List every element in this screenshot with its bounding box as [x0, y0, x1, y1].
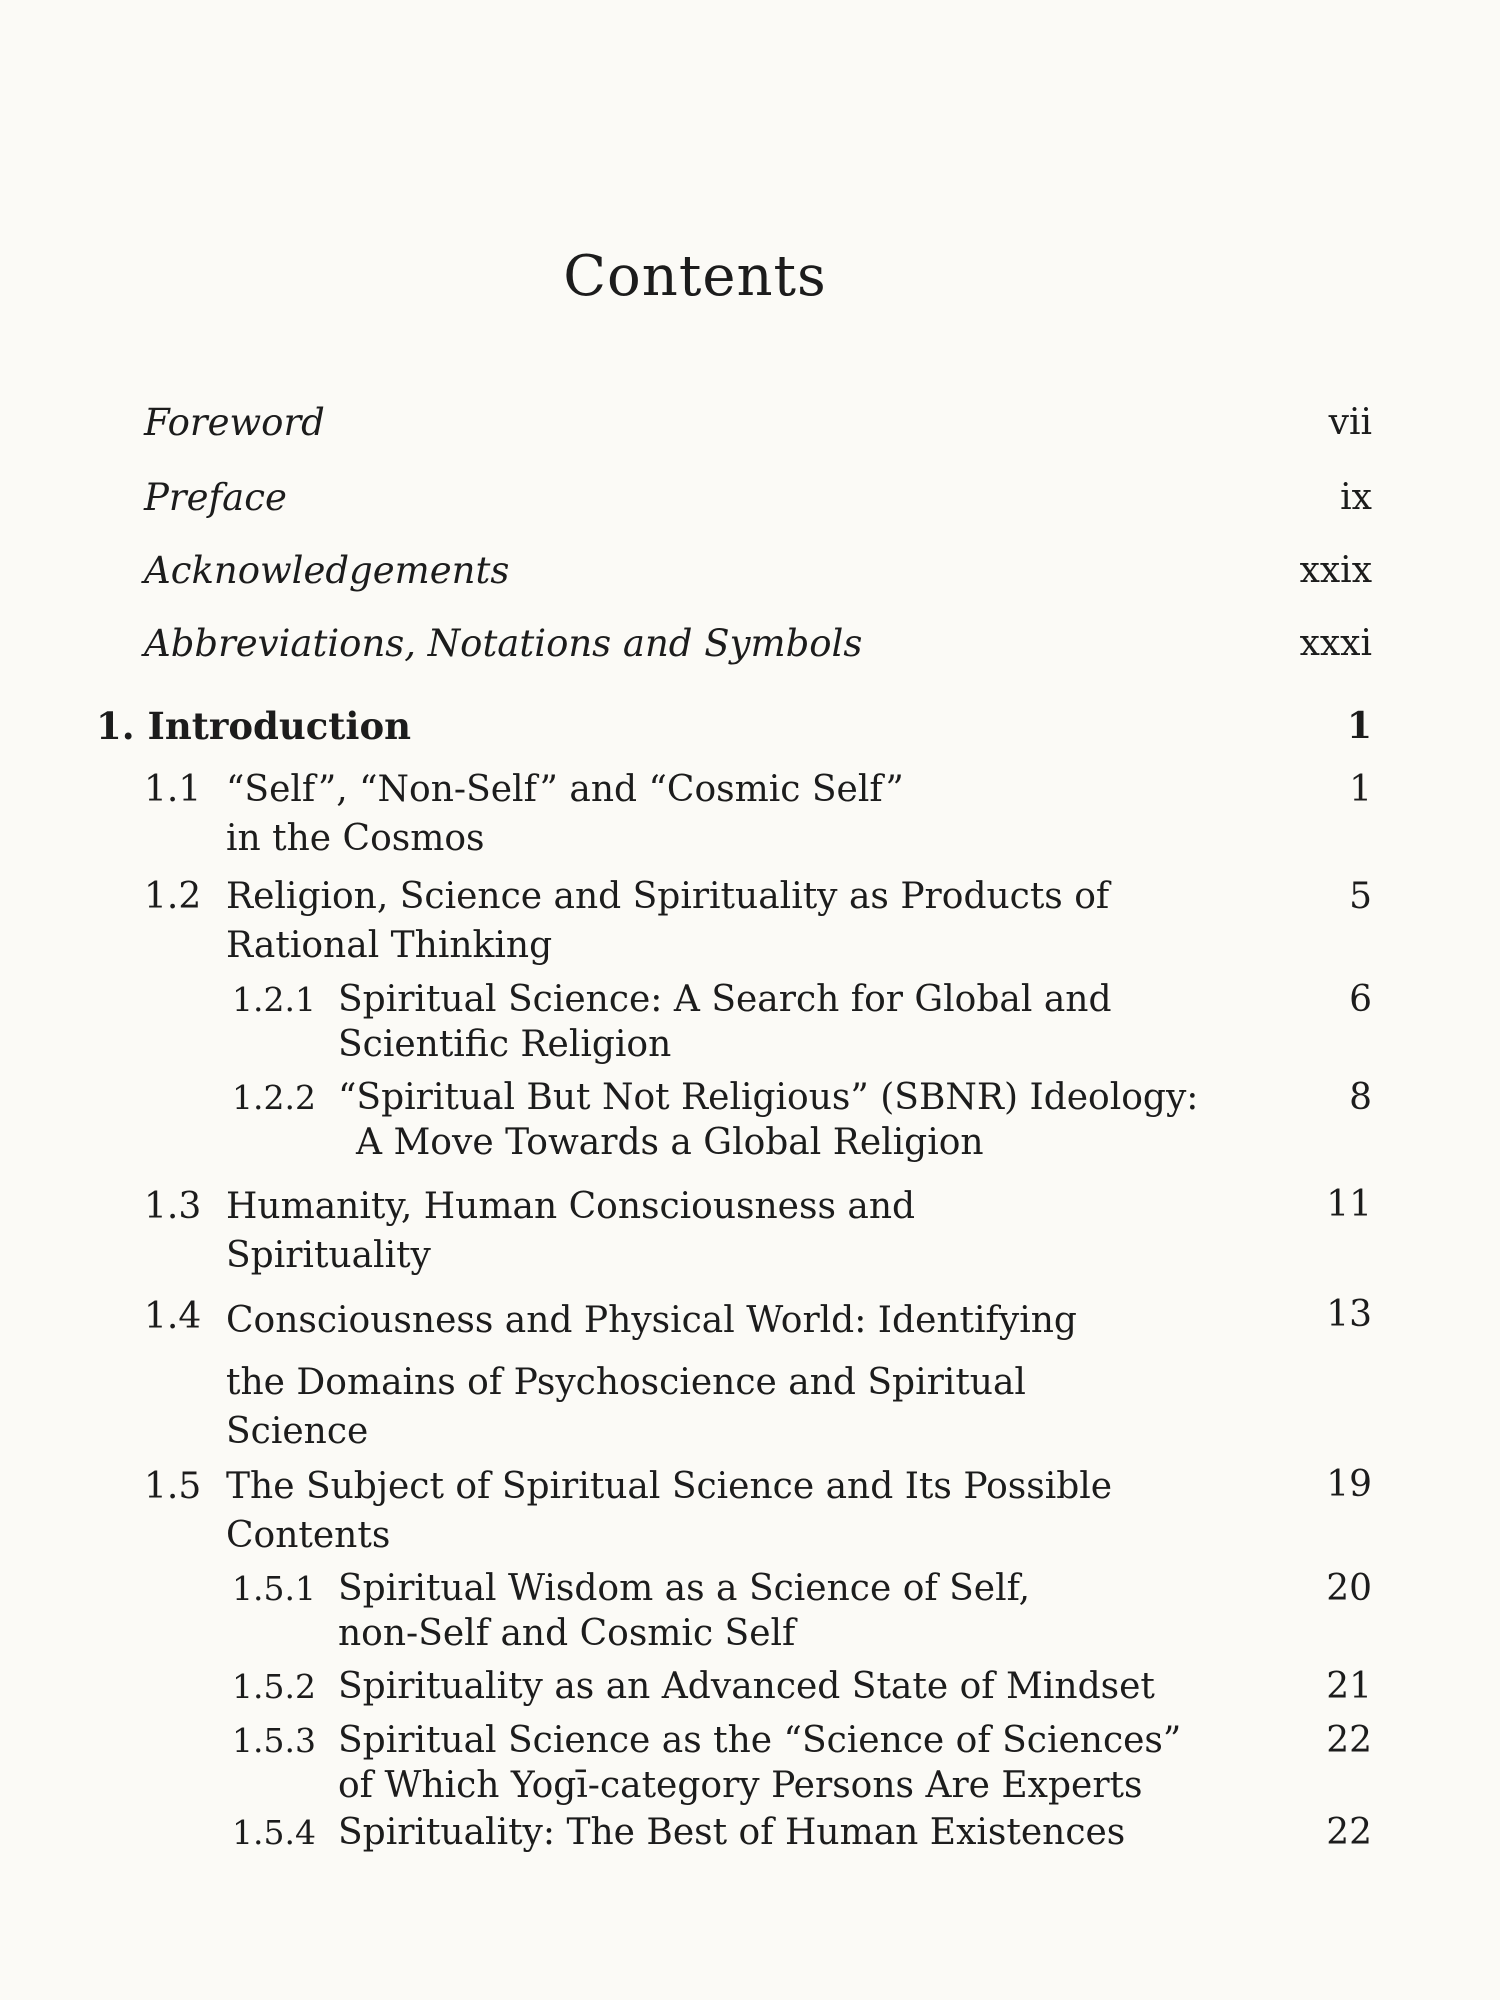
section-number: 1.2: [144, 876, 202, 917]
toc-entry-1-5-1[interactable]: [338, 1566, 1278, 1656]
toc-entry-1-5-3[interactable]: [338, 1718, 1278, 1808]
toc-page-1-5-3: 22: [1326, 1720, 1372, 1761]
toc-entry-acknowledgements[interactable]: Acknowledgements: [144, 549, 510, 592]
subsection-title-line: of Which Yogī-category Persons Are Experts: [338, 1765, 1143, 1806]
section-title-line: The Subject of Spiritual Science and Its Possible: [226, 1466, 1113, 1507]
subsection-number: 1.5.1: [232, 1569, 316, 1608]
section-title-line: Contents: [226, 1515, 391, 1556]
subsection-title-line: Spirituality as an Advanced State of Mindset: [338, 1666, 1155, 1707]
section-title-line: Consciousness and Physical World: Identifying: [226, 1300, 1077, 1341]
subsection-title-line: Spiritual Science: A Search for Global and: [338, 979, 1112, 1020]
subsection-title-line: Scientific Religion: [338, 1024, 672, 1065]
toc-entry-foreword[interactable]: Foreword: [144, 401, 325, 444]
toc-page-preface: ix: [1340, 477, 1372, 518]
toc-page-1-2: 5: [1349, 876, 1372, 917]
section-title-line: in the Cosmos: [226, 818, 485, 859]
toc-page-1-5: 19: [1326, 1464, 1372, 1505]
section-title-line: Science: [226, 1411, 369, 1452]
toc-entry-1-2-1[interactable]: [338, 977, 1278, 1067]
toc-entry-1-5-4[interactable]: [338, 1810, 1278, 1855]
subsection-number: 1.5.2: [232, 1667, 316, 1706]
subsection-number: 1.5.4: [232, 1813, 316, 1852]
subsection-title-line: Spirituality: The Best of Human Existences: [338, 1812, 1126, 1853]
toc-entry-1-5-2[interactable]: [338, 1664, 1278, 1709]
subsection-title-line: A Move Towards a Global Religion: [356, 1122, 984, 1163]
toc-page-1-4: 13: [1326, 1294, 1372, 1335]
toc-entry-1-3[interactable]: [226, 1182, 1276, 1280]
page-title: Contents: [563, 244, 827, 309]
toc-page-1-5-2: 21: [1326, 1666, 1372, 1707]
toc-page-1-5-1: 20: [1326, 1568, 1372, 1609]
toc-entry-1-2-2[interactable]: [338, 1075, 1278, 1165]
toc-page-1-5-4: 22: [1326, 1812, 1372, 1853]
section-title-line: Rational Thinking: [226, 925, 553, 966]
toc-page-abbreviations: xxxi: [1299, 623, 1372, 664]
toc-entry-1-2[interactable]: [226, 872, 1276, 970]
section-title-line: Spirituality: [226, 1235, 431, 1276]
section-title-line: the Domains of Psychoscience and Spiritual: [226, 1362, 1026, 1403]
section-number: 1.1: [144, 769, 202, 810]
subsection-title-line: Spiritual Wisdom as a Science of Self,: [338, 1568, 1031, 1609]
toc-entry-abbreviations[interactable]: Abbreviations, Notations and Symbols: [144, 622, 863, 665]
chapter-label: Introduction: [147, 704, 412, 748]
toc-page-acknowledgements: xxix: [1299, 550, 1372, 591]
section-number: 1.5: [144, 1466, 202, 1507]
subsection-title-line: Spiritual Science as the “Science of Sciences”: [338, 1720, 1182, 1761]
toc-page-foreword: vii: [1328, 402, 1372, 443]
toc-page-1-2-1: 6: [1349, 979, 1372, 1020]
section-title-line: Religion, Science and Spirituality as Products of: [226, 876, 1110, 917]
subsection-number: 1.2.2: [232, 1078, 316, 1117]
section-number: 1.4: [144, 1296, 202, 1337]
chapter-number: 1.: [96, 704, 135, 748]
toc-page-chapter-1: 1: [1346, 705, 1372, 747]
toc-entry-1-5[interactable]: [226, 1462, 1276, 1560]
toc-entry-preface[interactable]: Preface: [144, 476, 287, 519]
toc-entry-1-4[interactable]: [226, 1292, 1276, 1454]
subsection-title-line: non-Self and Cosmic Self: [338, 1613, 796, 1654]
toc-entry-1-1[interactable]: [226, 765, 1276, 863]
subsection-number: 1.5.3: [232, 1721, 316, 1760]
toc-page-1-3: 11: [1326, 1184, 1372, 1225]
section-number: 1.3: [144, 1186, 202, 1227]
toc-page-1-1: 1: [1349, 769, 1372, 810]
toc-page-1-2-2: 8: [1349, 1077, 1372, 1118]
section-title-line: Humanity, Human Consciousness and: [226, 1186, 916, 1227]
subsection-number: 1.2.1: [232, 980, 316, 1019]
subsection-title-line: “Spiritual But Not Religious” (SBNR) Ideology:: [338, 1077, 1199, 1118]
toc-chapter-1[interactable]: [96, 702, 411, 751]
section-title-line: “Self”, “Non-Self” and “Cosmic Self”: [226, 769, 904, 810]
